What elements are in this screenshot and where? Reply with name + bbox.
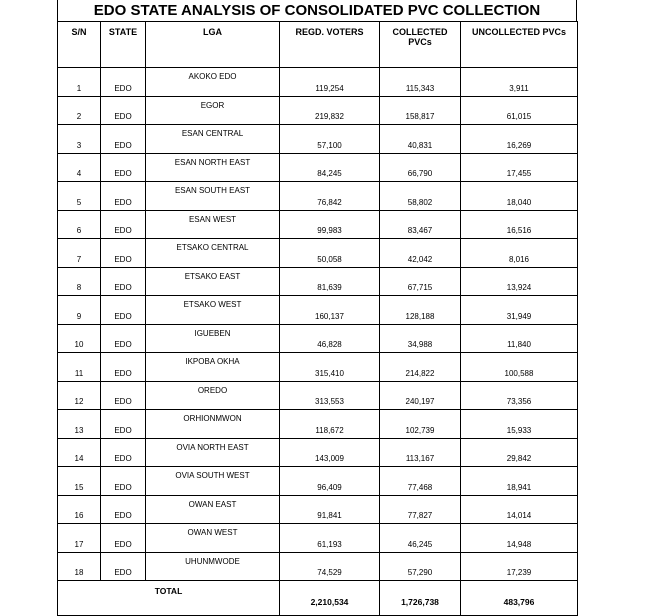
sn-cell: 9 (58, 296, 101, 325)
collected-cell: 66,790 (380, 153, 461, 182)
table-row (58, 524, 578, 553)
regd-voters-cell: 96,409 (280, 467, 380, 496)
uncollected-cell: 14,014 (461, 495, 578, 524)
table-row (58, 153, 578, 182)
table-row (58, 267, 578, 296)
sn-cell: 15 (58, 467, 101, 496)
collected-cell: 214,822 (380, 353, 461, 382)
table-row (58, 467, 578, 496)
regd-voters-cell: 46,828 (280, 324, 380, 353)
lga-cell: EGOR (146, 96, 280, 125)
table-row (58, 438, 578, 467)
uncollected-cell: 61,015 (461, 96, 578, 125)
table-row (58, 495, 578, 524)
regd-voters-cell: 160,137 (280, 296, 380, 325)
total-regd: 2,210,534 (280, 581, 380, 616)
header-regd-voters: REGD. VOTERS (280, 22, 380, 68)
lga-cell: ESAN WEST (146, 210, 280, 239)
table-row (58, 182, 578, 211)
uncollected-cell: 14,948 (461, 524, 578, 553)
sn-cell: 12 (58, 381, 101, 410)
table-row (58, 296, 578, 325)
state-cell: EDO (101, 381, 146, 410)
collected-cell: 158,817 (380, 96, 461, 125)
uncollected-cell: 29,842 (461, 438, 578, 467)
uncollected-cell: 13,924 (461, 267, 578, 296)
collected-cell: 83,467 (380, 210, 461, 239)
header-uncollected: UNCOLLECTED PVCs (461, 22, 578, 68)
collected-cell: 67,715 (380, 267, 461, 296)
regd-voters-cell: 57,100 (280, 125, 380, 154)
collected-cell: 77,468 (380, 467, 461, 496)
state-cell: EDO (101, 353, 146, 382)
lga-cell: IKPOBA OKHA (146, 353, 280, 382)
lga-cell: ESAN NORTH EAST (146, 153, 280, 182)
regd-voters-cell: 119,254 (280, 68, 380, 97)
uncollected-cell: 3,911 (461, 68, 578, 97)
collected-cell: 40,831 (380, 125, 461, 154)
state-cell: EDO (101, 239, 146, 268)
lga-cell: ETSAKO EAST (146, 267, 280, 296)
regd-voters-cell: 315,410 (280, 353, 380, 382)
collected-cell: 58,802 (380, 182, 461, 211)
table-row (58, 410, 578, 439)
uncollected-cell: 18,941 (461, 467, 578, 496)
table-row (58, 381, 578, 410)
total-row (58, 581, 578, 616)
table-row (58, 68, 578, 97)
collected-cell: 77,827 (380, 495, 461, 524)
regd-voters-cell: 219,832 (280, 96, 380, 125)
lga-cell: ORHIONMWON (146, 410, 280, 439)
uncollected-cell: 17,239 (461, 552, 578, 581)
sn-cell: 8 (58, 267, 101, 296)
total-label: TOTAL (58, 581, 280, 616)
lga-cell: ETSAKO CENTRAL (146, 239, 280, 268)
total-collected: 1,726,738 (380, 581, 461, 616)
sn-cell: 1 (58, 68, 101, 97)
uncollected-cell: 16,516 (461, 210, 578, 239)
collected-cell: 113,167 (380, 438, 461, 467)
collected-cell: 240,197 (380, 381, 461, 410)
sn-cell: 18 (58, 552, 101, 581)
lga-cell: OVIA NORTH EAST (146, 438, 280, 467)
total-uncollected: 483,796 (461, 581, 578, 616)
uncollected-cell: 31,949 (461, 296, 578, 325)
state-cell: EDO (101, 324, 146, 353)
header-collected: COLLECTED PVCs (380, 22, 461, 68)
state-cell: EDO (101, 153, 146, 182)
regd-voters-cell: 76,842 (280, 182, 380, 211)
table-body (58, 68, 578, 581)
regd-voters-cell: 50,058 (280, 239, 380, 268)
header-sn: S/N (58, 22, 101, 68)
uncollected-cell: 15,933 (461, 410, 578, 439)
collected-cell: 34,988 (380, 324, 461, 353)
lga-cell: OWAN WEST (146, 524, 280, 553)
lga-cell: ESAN CENTRAL (146, 125, 280, 154)
collected-cell: 42,042 (380, 239, 461, 268)
sn-cell: 7 (58, 239, 101, 268)
sn-cell: 11 (58, 353, 101, 382)
state-cell: EDO (101, 125, 146, 154)
uncollected-cell: 100,588 (461, 353, 578, 382)
header-lga: LGA (146, 22, 280, 68)
table-row (58, 125, 578, 154)
pvc-table (57, 21, 578, 616)
table-title: EDO STATE ANALYSIS OF CONSOLIDATED PVC COLLECTION (57, 0, 577, 22)
sn-cell: 6 (58, 210, 101, 239)
collected-cell: 102,739 (380, 410, 461, 439)
state-cell: EDO (101, 495, 146, 524)
state-cell: EDO (101, 267, 146, 296)
lga-cell: OWAN EAST (146, 495, 280, 524)
sn-cell: 3 (58, 125, 101, 154)
sn-cell: 10 (58, 324, 101, 353)
regd-voters-cell: 143,009 (280, 438, 380, 467)
regd-voters-cell: 313,553 (280, 381, 380, 410)
uncollected-cell: 17,455 (461, 153, 578, 182)
regd-voters-cell: 91,841 (280, 495, 380, 524)
state-cell: EDO (101, 68, 146, 97)
table-row (58, 552, 578, 581)
state-cell: EDO (101, 210, 146, 239)
uncollected-cell: 11,840 (461, 324, 578, 353)
sn-cell: 2 (58, 96, 101, 125)
regd-voters-cell: 118,672 (280, 410, 380, 439)
state-cell: EDO (101, 296, 146, 325)
table-row (58, 239, 578, 268)
header-state: STATE (101, 22, 146, 68)
state-cell: EDO (101, 96, 146, 125)
lga-cell: ESAN SOUTH EAST (146, 182, 280, 211)
regd-voters-cell: 81,639 (280, 267, 380, 296)
state-cell: EDO (101, 524, 146, 553)
table-row (58, 324, 578, 353)
lga-cell: OREDO (146, 381, 280, 410)
sn-cell: 5 (58, 182, 101, 211)
sn-cell: 13 (58, 410, 101, 439)
table-row (58, 353, 578, 382)
lga-cell: IGUEBEN (146, 324, 280, 353)
header-row (58, 22, 578, 68)
regd-voters-cell: 74,529 (280, 552, 380, 581)
collected-cell: 46,245 (380, 524, 461, 553)
collected-cell: 115,343 (380, 68, 461, 97)
sn-cell: 4 (58, 153, 101, 182)
uncollected-cell: 18,040 (461, 182, 578, 211)
lga-cell: AKOKO EDO (146, 68, 280, 97)
regd-voters-cell: 61,193 (280, 524, 380, 553)
uncollected-cell: 16,269 (461, 125, 578, 154)
lga-cell: UHUNMWODE (146, 552, 280, 581)
uncollected-cell: 73,356 (461, 381, 578, 410)
sn-cell: 14 (58, 438, 101, 467)
sn-cell: 16 (58, 495, 101, 524)
state-cell: EDO (101, 182, 146, 211)
lga-cell: ETSAKO WEST (146, 296, 280, 325)
table-row (58, 210, 578, 239)
state-cell: EDO (101, 410, 146, 439)
collected-cell: 128,188 (380, 296, 461, 325)
uncollected-cell: 8,016 (461, 239, 578, 268)
sn-cell: 17 (58, 524, 101, 553)
state-cell: EDO (101, 467, 146, 496)
state-cell: EDO (101, 552, 146, 581)
regd-voters-cell: 84,245 (280, 153, 380, 182)
collected-cell: 57,290 (380, 552, 461, 581)
regd-voters-cell: 99,983 (280, 210, 380, 239)
lga-cell: OVIA SOUTH WEST (146, 467, 280, 496)
state-cell: EDO (101, 438, 146, 467)
table-row (58, 96, 578, 125)
